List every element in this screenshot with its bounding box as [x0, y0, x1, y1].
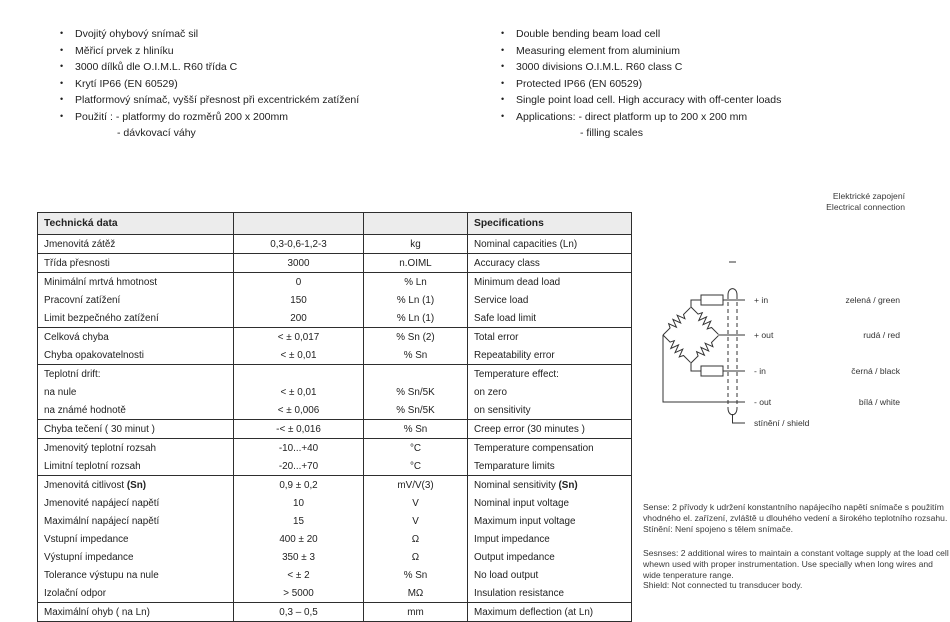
table-row	[38, 383, 632, 401]
wire-color-label: černá / black	[851, 366, 900, 376]
table-row	[38, 309, 632, 328]
footnote-shield-cz: Stínění: Není spojeno s tělem snímače.	[643, 523, 793, 534]
param-label-en: Service load	[468, 291, 632, 309]
param-label-cz: Třída přesnosti	[38, 254, 234, 273]
param-label-cz: Jmenovitá citlivost (Sn)	[38, 476, 234, 495]
param-value: < ± 2	[234, 566, 364, 584]
table-row	[38, 548, 632, 566]
feature-item	[60, 76, 359, 93]
param-label-en: Temparature limits	[468, 457, 632, 476]
feature-text: Applications: - direct platform up to 200 x 200 mm	[516, 110, 748, 123]
table-header-en: Specifications	[468, 213, 632, 235]
connection-title-en: Electrical connection	[826, 202, 905, 212]
param-label-en: Imput impedance	[468, 530, 632, 548]
strain-gauge-icon	[688, 304, 721, 337]
param-label-en: Safe load limit	[468, 309, 632, 328]
param-label-cz: Limitní teplotní rozsah	[38, 457, 234, 476]
wire-plus-in	[691, 300, 701, 307]
connection-title-cz: Elektrické zapojení	[832, 191, 905, 201]
footnote-shield-en: Shield: Not connected tu transducer body.	[643, 580, 803, 591]
param-value: 400 ± 20	[234, 530, 364, 548]
param-unit: °C	[364, 439, 468, 458]
resistor-icon	[701, 366, 723, 376]
param-label-en: Insulation resistance	[468, 584, 632, 603]
param-value: 15	[234, 512, 364, 530]
param-label-en: Creep error (30 minutes )	[468, 420, 632, 439]
param-unit: MΩ	[364, 584, 468, 603]
param-value: < ± 0,01	[234, 383, 364, 401]
bullet-icon: •	[501, 44, 505, 55]
param-label-en: Accuracy class	[468, 254, 632, 273]
table-row	[38, 291, 632, 309]
table-row	[38, 512, 632, 530]
feature-item	[60, 109, 359, 126]
wire-label: + out	[754, 330, 774, 340]
footnotes	[643, 502, 950, 604]
feature-item	[501, 76, 781, 93]
param-value: 200	[234, 309, 364, 328]
feature-text: Measuring element from aluminium	[516, 44, 680, 57]
param-label-en: Nominal capacities (Ln)	[468, 235, 632, 254]
table-row	[38, 530, 632, 548]
param-label-cz: Jmenovitá zátěž	[38, 235, 234, 254]
wire-label: - out	[754, 397, 772, 407]
param-label-cz: Jmenovitý teplotní rozsah	[38, 439, 234, 458]
footnote-sense-en: Sesnses: 2 additional wires to maintain a constant voltage supply at the load cell whewn used with proper instrumentation. Use specially when long wires and wide tenperature range.	[643, 547, 949, 580]
feature-item	[501, 26, 781, 43]
bullet-icon: •	[501, 61, 505, 72]
table-header-cz: Technická data	[38, 213, 234, 235]
table-row	[38, 457, 632, 476]
param-unit: mV/V(3)	[364, 476, 468, 495]
param-label-cz: Teplotní drift:	[38, 365, 234, 384]
table-row	[38, 439, 632, 458]
param-unit: % Ln	[364, 273, 468, 292]
feature-text: Single point load cell. High accuracy with off-center loads	[516, 94, 782, 107]
param-label-cz: Chyba tečení ( 30 minut )	[38, 420, 234, 439]
resistor-icon	[701, 295, 723, 305]
wire-label: + in	[754, 295, 769, 305]
bullet-icon: •	[60, 44, 64, 55]
param-label-en: Maximum input voltage	[468, 512, 632, 530]
param-label-cz: Chyba opakovatelnosti	[38, 346, 234, 365]
param-unit: V	[364, 512, 468, 530]
table-row	[38, 603, 632, 622]
param-value: 0	[234, 273, 364, 292]
param-label-en: No load output	[468, 566, 632, 584]
connection-title	[735, 191, 905, 213]
feature-list-cz	[60, 26, 359, 141]
feature-item	[60, 26, 359, 43]
param-label-en: Maximum deflection (at Ln)	[468, 603, 632, 622]
feature-item	[60, 43, 359, 60]
param-unit: % Sn (2)	[364, 328, 468, 347]
wire-color-label: rudá / red	[863, 330, 900, 340]
param-unit: % Sn/5K	[364, 401, 468, 420]
feature-item	[501, 109, 781, 126]
param-label-cz: Tolerance výstupu na nule	[38, 566, 234, 584]
table-header-unit	[364, 213, 468, 235]
param-label-en: on zero	[468, 383, 632, 401]
feature-item	[501, 59, 781, 76]
param-label-cz: na nule	[38, 383, 234, 401]
table-row	[38, 476, 632, 495]
bullet-icon: •	[501, 28, 505, 38]
param-value: < ± 0,006	[234, 401, 364, 420]
param-label-en: on sensitivity	[468, 401, 632, 420]
bullet-icon: •	[60, 94, 64, 105]
param-value: 0,3-0,6-1,2-3	[234, 235, 364, 254]
table-row	[38, 584, 632, 603]
feature-text: Dvojitý ohybový snímač sil	[75, 28, 199, 40]
feature-item	[501, 43, 781, 60]
feature-item-continuation: - filling scales	[580, 126, 644, 139]
param-unit: Ω	[364, 548, 468, 566]
param-label-cz: Jmenovité napájecí napětí	[38, 494, 234, 512]
param-unit	[364, 365, 468, 384]
bullet-icon: •	[501, 110, 505, 121]
table-header-value	[234, 213, 364, 235]
bullet-icon: •	[60, 77, 64, 88]
param-value: 0,9 ± 0,2	[234, 476, 364, 495]
param-label-en: Minimum dead load	[468, 273, 632, 292]
param-unit: % Sn	[364, 346, 468, 365]
feature-item	[501, 92, 781, 109]
feature-text: Platformový snímač, vyšší přesnost při excentrickém zatížení	[75, 94, 360, 107]
feature-item	[60, 92, 359, 109]
bridge-circuit-diagram	[655, 243, 950, 453]
cable-shield-icon	[728, 289, 745, 423]
feature-text: Protected IP66 (EN 60529)	[516, 77, 643, 90]
param-unit: n.OIML	[364, 254, 468, 273]
param-value: 10	[234, 494, 364, 512]
param-unit: % Ln (1)	[364, 309, 468, 328]
param-value: -< ± 0,016	[234, 420, 364, 439]
spec-table	[37, 212, 632, 622]
bullet-icon: •	[60, 110, 64, 121]
param-value: -20...+70	[234, 457, 364, 476]
feature-text: Double bending beam load cell	[516, 28, 661, 40]
param-label-en: Output impedance	[468, 548, 632, 566]
feature-list-en	[501, 26, 781, 141]
table-row	[38, 494, 632, 512]
param-label-en: Temperature compensation	[468, 439, 632, 458]
param-value: 350 ± 3	[234, 548, 364, 566]
param-label-en: Total error	[468, 328, 632, 347]
param-unit: V	[364, 494, 468, 512]
strain-gauge-icon	[660, 332, 693, 365]
table-row	[38, 273, 632, 292]
wire-label: stínění / shield	[754, 418, 810, 428]
param-label-cz: na známé hodnotě	[38, 401, 234, 420]
feature-text: Krytí IP66 (EN 60529)	[75, 77, 178, 90]
strain-gauge-icon	[688, 333, 721, 366]
table-row	[38, 401, 632, 420]
wire-color-label: bílá / white	[858, 397, 900, 407]
footnote-cz	[643, 502, 950, 535]
wire-color-label: zelená / green	[845, 295, 900, 305]
bullet-icon: •	[60, 28, 64, 38]
param-unit: % Ln (1)	[364, 291, 468, 309]
strain-gauge-bridge	[660, 304, 721, 366]
param-label-cz: Maximální napájecí napětí	[38, 512, 234, 530]
table-row	[38, 235, 632, 254]
param-label-cz: Výstupní impedance	[38, 548, 234, 566]
param-label-en: Nominal input voltage	[468, 494, 632, 512]
footnote-sense-cz: Sense: 2 přívody k udržení konstantního napájecího napětí snímače s použitím vhodného el. zařízení, zvláště u dlouhého vedení a širokého teplotního rozsahu.	[643, 502, 948, 523]
table-row	[38, 365, 632, 384]
param-label-cz: Celková chyba	[38, 328, 234, 347]
bullet-icon: •	[501, 77, 505, 88]
param-label-en: Repeatability error	[468, 346, 632, 365]
table-row	[38, 346, 632, 365]
footnote-en	[643, 548, 950, 592]
param-value: -10...+40	[234, 439, 364, 458]
feature-text: 3000 divisions O.I.M.L. R60 class C	[516, 61, 683, 74]
param-label-en: Nominal sensitivity (Sn)	[468, 476, 632, 495]
bullet-icon: •	[60, 61, 64, 72]
param-value: 0,3 – 0,5	[234, 603, 364, 622]
param-value: 150	[234, 291, 364, 309]
param-label-en: Temperature effect:	[468, 365, 632, 384]
param-unit: % Sn/5K	[364, 383, 468, 401]
table-row	[38, 328, 632, 347]
param-value: < ± 0,017	[234, 328, 364, 347]
param-unit: mm	[364, 603, 468, 622]
feature-item-continuation: - dávkovací váhy	[117, 126, 196, 139]
param-label-cz: Pracovní zatížení	[38, 291, 234, 309]
param-label-cz: Minimální mrtvá hmotnost	[38, 273, 234, 292]
param-unit: % Sn	[364, 420, 468, 439]
table-header-row	[38, 213, 632, 235]
wire-minus-in	[691, 363, 701, 371]
wire-label: - in	[754, 366, 766, 376]
param-label-cz: Izolační odpor	[38, 584, 234, 603]
table-row	[38, 254, 632, 273]
param-unit: kg	[364, 235, 468, 254]
param-value: < ± 0,01	[234, 346, 364, 365]
param-unit: % Sn	[364, 566, 468, 584]
bullet-icon: •	[501, 94, 505, 105]
table-row	[38, 420, 632, 439]
feature-text: Měřicí prvek z hliníku	[75, 44, 174, 57]
param-value	[234, 365, 364, 384]
param-value: > 5000	[234, 584, 364, 603]
param-label-cz: Limit bezpečného zatížení	[38, 309, 234, 328]
param-unit: °C	[364, 457, 468, 476]
param-unit: Ω	[364, 530, 468, 548]
feature-text: 3000 dílků dle O.I.M.L. R60 třída C	[75, 61, 238, 74]
param-value: 3000	[234, 254, 364, 273]
param-label-cz: Vstupní impedance	[38, 530, 234, 548]
feature-item	[60, 59, 359, 76]
param-label-cz: Maximální ohyb ( na Ln)	[38, 603, 234, 622]
feature-text: Použití : - platformy do rozměrů 200 x 200mm	[75, 110, 288, 123]
wire-minus-out	[663, 335, 745, 402]
table-row	[38, 566, 632, 584]
strain-gauge-icon	[660, 305, 693, 338]
